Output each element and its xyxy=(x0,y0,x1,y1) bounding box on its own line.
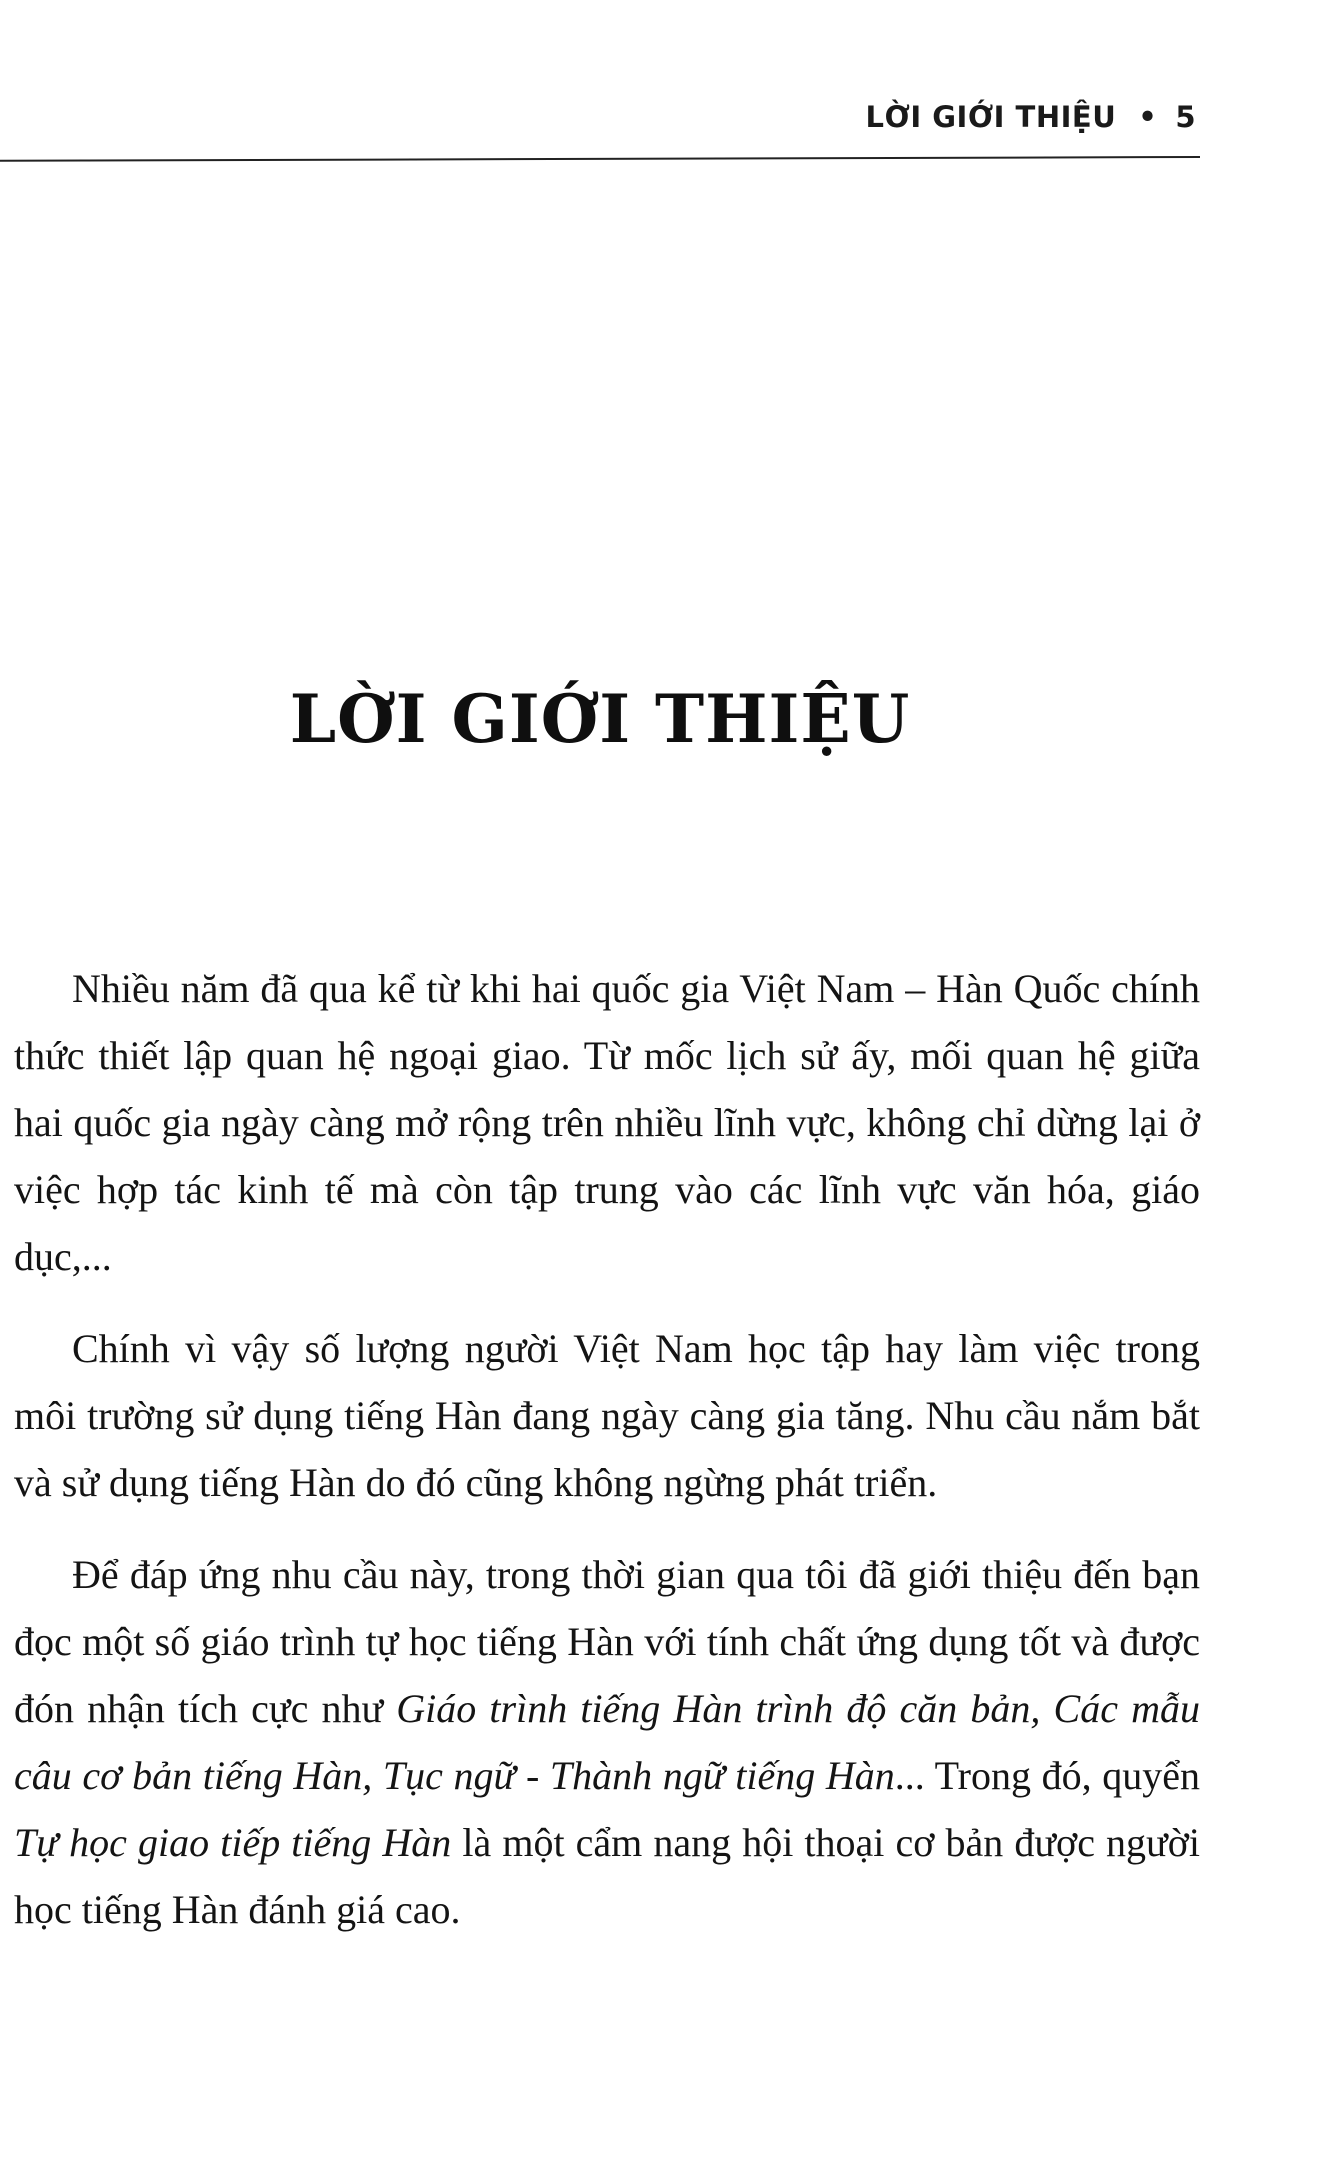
chapter-title: LỜI GIỚI THIỆU xyxy=(289,680,911,758)
book-titles-list: Giáo trình tiếng Hàn trình độ căn bản, Các mẫu câu cơ bản tiếng Hàn, Tục ngữ - Thành ngữ tiếng Hàn xyxy=(14,1686,1200,1798)
paragraph-3 xyxy=(14,1541,1200,1943)
book-title-featured: Tự học giao tiếp tiếng Hàn xyxy=(14,1820,452,1865)
page-number: 5 xyxy=(1175,100,1196,134)
running-header-bullet: • xyxy=(1138,100,1158,134)
paragraph-1: Nhiều năm đã qua kể từ khi hai quốc gia Việt Nam – Hàn Quốc chính thức thiết lập quan hệ ngoại giao. Từ mốc lịch sử ấy, mối quan hệ giữa hai quốc gia ngày càng mở rộng trên nhiều lĩnh vực, không chỉ dừng lại ở việc hợp tác kinh tế mà còn tập trung vào các lĩnh vực văn hóa, giáo dục,... xyxy=(14,966,1200,1279)
running-header xyxy=(866,100,1196,134)
header-rule xyxy=(0,156,1200,162)
paragraph-3-intro: Để đáp ứng nhu cầu này, trong thời gian qua tôi đã giới thiệu đến bạn đọc một số giáo trình tự học tiếng Hàn với tính chất ứng dụng tốt và được đón nhận tích cực như xyxy=(14,1552,1200,1731)
body-text xyxy=(14,955,1200,1968)
running-header-title: LỜI GIỚI THIỆU xyxy=(865,100,1117,134)
paragraph-3-end: là một cẩm nang hội thoại cơ bản được người học tiếng Hàn đánh giá cao. xyxy=(14,1820,1200,1932)
paragraph-2: Chính vì vậy số lượng người Việt Nam học tập hay làm việc trong môi trường sử dụng tiếng Hàn đang ngày càng gia tăng. Nhu cầu nắm bắt và sử dụng tiếng Hàn do đó cũng không ngừng phát triển. xyxy=(14,1326,1200,1505)
paragraph-3-middle: ... Trong đó, quyển xyxy=(894,1753,1200,1798)
